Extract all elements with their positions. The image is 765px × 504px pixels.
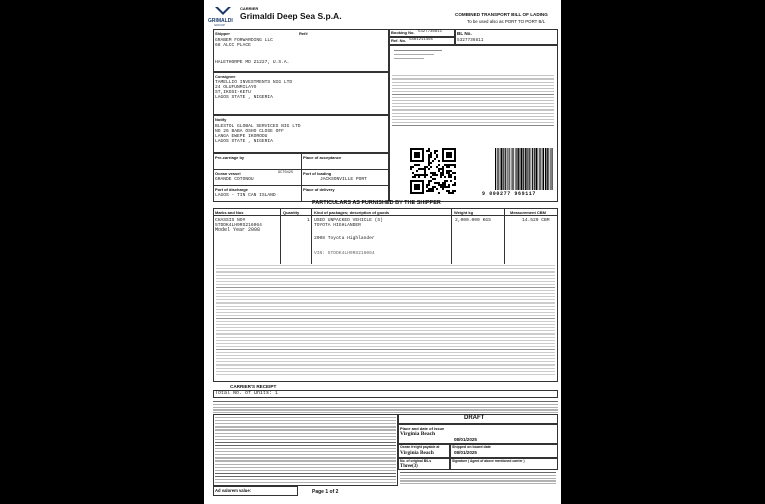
port-discharge-label: Port of discharge	[215, 187, 248, 192]
shipper-line-2: 68 ALCC PLACE	[215, 43, 251, 48]
particulars-clauses	[216, 264, 555, 376]
ocean-vessel-voyage: GCT0425	[278, 171, 294, 175]
port-discharge-value: LAGOS - TIN CAN ISLAND	[215, 193, 276, 198]
col-kind-label: Kind of packages; description of goods	[314, 210, 390, 215]
freight-label: Ocean freight payable at	[400, 445, 440, 449]
terms-left	[215, 416, 396, 484]
consignee-line-2: 24 OLUFUNMILAYO	[215, 85, 257, 90]
particulars-title: PARTICULARS AS FURNISHED BY THE SHIPPER	[312, 200, 441, 206]
goods-line-4: 2008 Toyota Highlander	[314, 236, 375, 241]
notify-line-4: LAGOS STATE , NIGERIA	[215, 139, 273, 144]
measure-value: 14.529 CBM	[522, 218, 550, 223]
terms-top	[213, 400, 558, 414]
consignee-label: Consignee	[215, 74, 236, 79]
shipped-label: Shipped on board date	[452, 445, 491, 449]
marks-line-2: 5TDDK4LH9RS216064	[215, 223, 262, 228]
col-marks-label: Marks and Nos	[215, 210, 244, 215]
receipt-label: CARRIER'S RECEIPT	[230, 384, 277, 389]
receipt-total: Total No. of Units: 1	[215, 390, 279, 396]
notify-line-1: BLESTOL GLOBAL SERVICES NIG LTD	[215, 124, 301, 129]
place-issue-date: 08/01/2025	[454, 437, 477, 442]
carrier-address-block	[394, 50, 454, 59]
place-delivery-label: Place of delivery	[303, 187, 335, 192]
port-loading-value: JACKSONVILLE PORT	[320, 177, 367, 182]
marks-line-1: CHASSIS NO#	[215, 218, 246, 223]
col-qty-label: Quantity	[283, 210, 300, 215]
qr-code	[410, 148, 456, 194]
terms-right	[400, 471, 556, 486]
ocean-vessel-value: GRANDE COTONOU	[215, 177, 254, 182]
goods-line-2: TOYOTA HIGHLANDER	[314, 223, 361, 228]
notify-label: Notify	[215, 117, 227, 122]
doc-title: COMBINED TRANSPORT BILL OF LADING	[455, 12, 548, 17]
logo-sub: GROUP	[214, 23, 226, 27]
bill-of-lading-page	[204, 0, 561, 504]
col-weight-label: Weight kg	[454, 210, 474, 215]
ref-value: 5881211465	[409, 38, 434, 42]
bl-label: BL No.	[457, 31, 472, 36]
draft-label: DRAFT	[464, 415, 485, 421]
original-bl-value: Three(3)	[400, 464, 418, 469]
shipper-ref-label: Ref#	[299, 31, 308, 36]
valorem-label: Ad valorem value:	[215, 488, 252, 493]
carrier-label: CARRIER	[240, 6, 259, 11]
freight-value: Virginia Beach	[400, 450, 434, 456]
weight-value: 2,000.000 KGS	[455, 218, 491, 223]
doc-subtitle: To be used also as PORT TO PORT B/L	[467, 19, 546, 24]
shipper-line-4: HALETHORPE MD 21227, U.S.A.	[215, 60, 290, 65]
precarriage-label: Pre-carriage by	[215, 155, 245, 160]
qty-value: 1	[307, 218, 310, 223]
carrier-terms-box	[392, 74, 554, 130]
barcode	[494, 148, 554, 190]
notify-line-2: NO 26 BABA OSHO CLOSE OFF	[215, 129, 284, 134]
marks-line-3: Model Year 2008	[215, 227, 261, 233]
original-bl-label: No. of original B/Ls	[400, 459, 432, 463]
shipped-value: 08/01/2025	[454, 450, 477, 455]
shipper-line-1: GRABEM FORWARDING LLC	[215, 38, 273, 43]
col-measure-label: Measurement CBM	[510, 210, 547, 215]
ocean-vessel-label: Ocean vessel	[215, 171, 241, 176]
place-issue-value: Virginia Beach	[400, 431, 436, 437]
carrier-name: Grimaldi Deep Sea S.p.A.	[240, 11, 342, 21]
barcode-number: 9 000277 969117	[482, 191, 537, 197]
consignee-line-3: ST,IKOSI-KETU	[215, 90, 251, 95]
page-number: Page 1 of 2	[312, 489, 339, 495]
place-issue-label: Place and date of issue	[400, 426, 445, 431]
logo-word: GRIMALDI	[208, 18, 233, 24]
goods-line-1: USED UNPACKED VEHICLE (S)	[314, 218, 383, 223]
notify-line-3: LANGA EWEPE IKORODU	[215, 134, 268, 139]
port-loading-label: Port of loading	[303, 171, 332, 176]
consignee-line-1: TAMELLIO INVESTMENTS NIG LTD	[215, 80, 293, 85]
booking-value: 5327736811	[418, 30, 443, 34]
booking-label: Booking No.	[391, 30, 415, 35]
shipper-label: Shipper	[215, 31, 230, 36]
bl-value: 5327736811	[457, 38, 484, 43]
place-acceptance-label: Place of acceptance	[303, 155, 342, 160]
vin-line: VIN: 5TDDK4LH9RS216064	[314, 251, 375, 256]
signature-label: Signature ( Agent of above mentioned carrier )	[452, 459, 525, 463]
ref-label: Ref. No.	[391, 38, 407, 43]
consignee-line-4: LAGOS STATE , NIGERIA	[215, 95, 273, 100]
